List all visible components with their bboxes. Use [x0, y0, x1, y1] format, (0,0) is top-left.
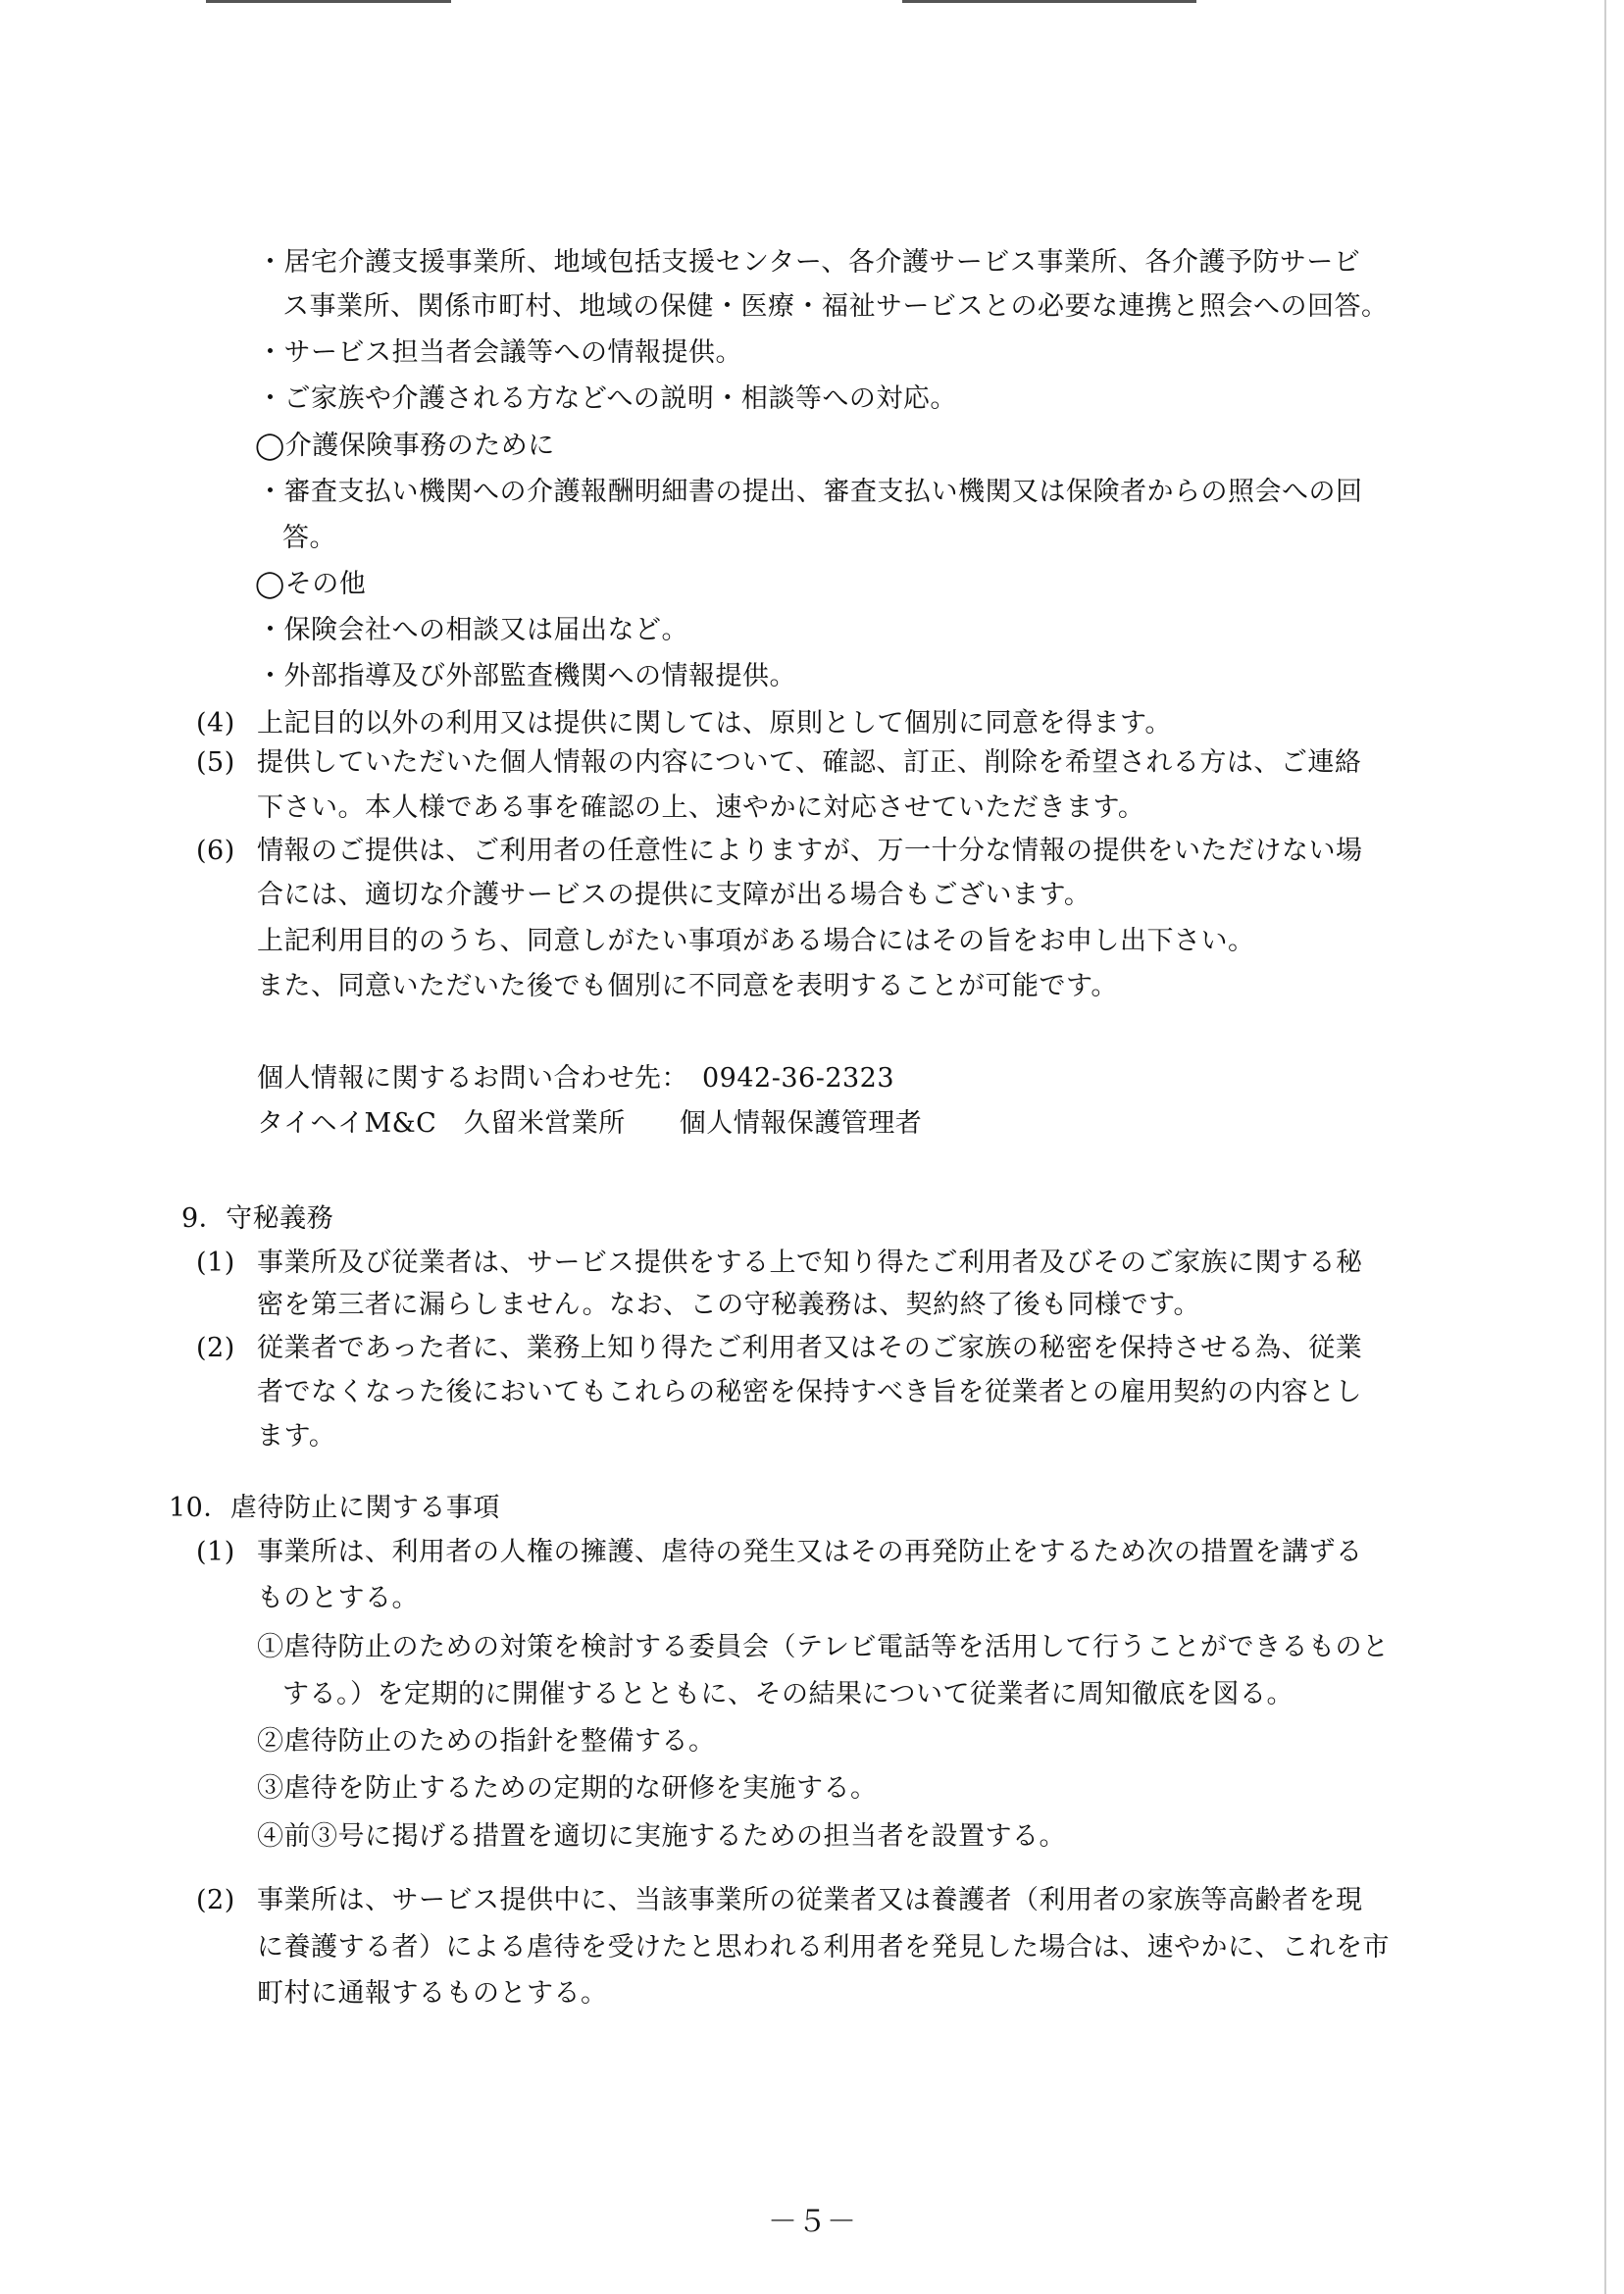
item-text: 密を第三者に漏らしません。なお、この守秘義務は、契約終了後も同様です。 — [257, 1290, 1200, 1320]
subheading: ◯介護保険事務のために — [255, 431, 555, 461]
item-text: 下さい。本人様である事を確認の上、速やかに対応させていただきます。 — [257, 792, 1145, 823]
item-text: 事業所及び従業者は、サービス提供をする上で知り得たご利用者及びそのご家族に関する秘 — [257, 1248, 1363, 1278]
item-text: 提供していただいた個人情報の内容について、確認、訂正、削除を希望される方は、ご連絡 — [257, 747, 1362, 778]
contact-org: タイヘイM&C 久留米営業所 個人情報保護管理者 — [257, 1108, 923, 1139]
item-text: 事業所は、サービス提供中に、当該事業所の従業者又は養護者（利用者の家族等高齢者を現 — [257, 1885, 1363, 1915]
item-label: (1) — [196, 1248, 235, 1278]
sub-item: ②虐待防止のための指針を整備する。 — [257, 1726, 716, 1757]
item-text: に養護する者）による虐待を受けたと思われる利用者を発見した場合は、速やかに、これを市 — [257, 1932, 1390, 1963]
item-label: (4) — [196, 708, 235, 739]
item-label: (6) — [196, 836, 235, 866]
bullet-line: ス事業所、関係市町村、地域の保健・医療・福祉サービスとの必要な連携と照会への回答。 — [282, 291, 1389, 322]
bullet-line: ・保険会社への相談又は届出など。 — [257, 615, 688, 645]
item-text: ものとする。 — [257, 1583, 419, 1613]
contact-line: 個人情報に関するお問い合わせ先： 0942-36-2323 — [257, 1063, 895, 1094]
scan-mark — [902, 0, 1196, 3]
item-text: 従業者であった者に、業務上知り得たご利用者又はそのご家族の秘密を保持させる為、従業 — [257, 1333, 1363, 1363]
scan-mark — [206, 0, 451, 3]
item-label: (1) — [196, 1537, 235, 1567]
item-text: ます。 — [257, 1421, 336, 1452]
item-text: 事業所は、利用者の人権の擁護、虐待の発生又はその再発防止をするため次の措置を講ずる — [257, 1537, 1363, 1567]
item-label: (5) — [196, 747, 235, 778]
item-label: (2) — [196, 1333, 235, 1363]
scan-edge — [1604, 0, 1606, 2294]
item-text: 合には、適切な介護サービスの提供に支障が出る場合もございます。 — [257, 880, 1091, 910]
item-text: 上記目的以外の利用又は提供に関しては、原則として個別に同意を得ます。 — [257, 708, 1172, 739]
bullet-line: 答。 — [282, 523, 336, 553]
item-text: 情報のご提供は、ご利用者の任意性によりますが、万一十分な情報の提供をいただけない場 — [257, 836, 1363, 866]
item-text: また、同意いただいた後でも個別に不同意を表明することが可能です。 — [257, 971, 1118, 1001]
subheading: ◯その他 — [255, 569, 367, 599]
sub-item: ④前③号に掲げる措置を適切に実施するための担当者を設置する。 — [257, 1821, 1066, 1852]
page-number: －５－ — [768, 2205, 856, 2239]
sub-item: ③虐待を防止するための定期的な研修を実施する。 — [257, 1773, 878, 1804]
item-text: 町村に通報するものとする。 — [257, 1978, 608, 2009]
item-text: 者でなくなった後においてもこれらの秘密を保持すべき旨を従業者との雇用契約の内容とし — [257, 1377, 1362, 1407]
bullet-line: ・ご家族や介護される方などへの説明・相談等への対応。 — [257, 383, 957, 414]
sub-item: する。）を定期的に開催するとともに、その結果について従業者に周知徹底を図る。 — [282, 1679, 1294, 1709]
bullet-line: ・外部指導及び外部監査機関への情報提供。 — [257, 661, 796, 691]
item-label: (2) — [196, 1885, 235, 1915]
section-heading: 9．守秘義務 — [181, 1203, 334, 1234]
bullet-line: ・審査支払い機関への介護報酬明細書の提出、審査支払い機関又は保険者からの照会への回 — [257, 477, 1363, 507]
section-heading: 10．虐待防止に関する事項 — [169, 1493, 500, 1523]
sub-item: ①虐待防止のための対策を検討する委員会（テレビ電話等を活用して行うことができるものと — [257, 1632, 1390, 1662]
item-text: 上記利用目的のうち、同意しがたい事項がある場合にはその旨をお申し出下さい。 — [257, 926, 1255, 956]
bullet-line: ・居宅介護支援事業所、地域包括支援センター、各介護サービス事業所、各介護予防サービ — [257, 247, 1361, 278]
bullet-line: ・サービス担当者会議等への情報提供。 — [257, 337, 742, 368]
